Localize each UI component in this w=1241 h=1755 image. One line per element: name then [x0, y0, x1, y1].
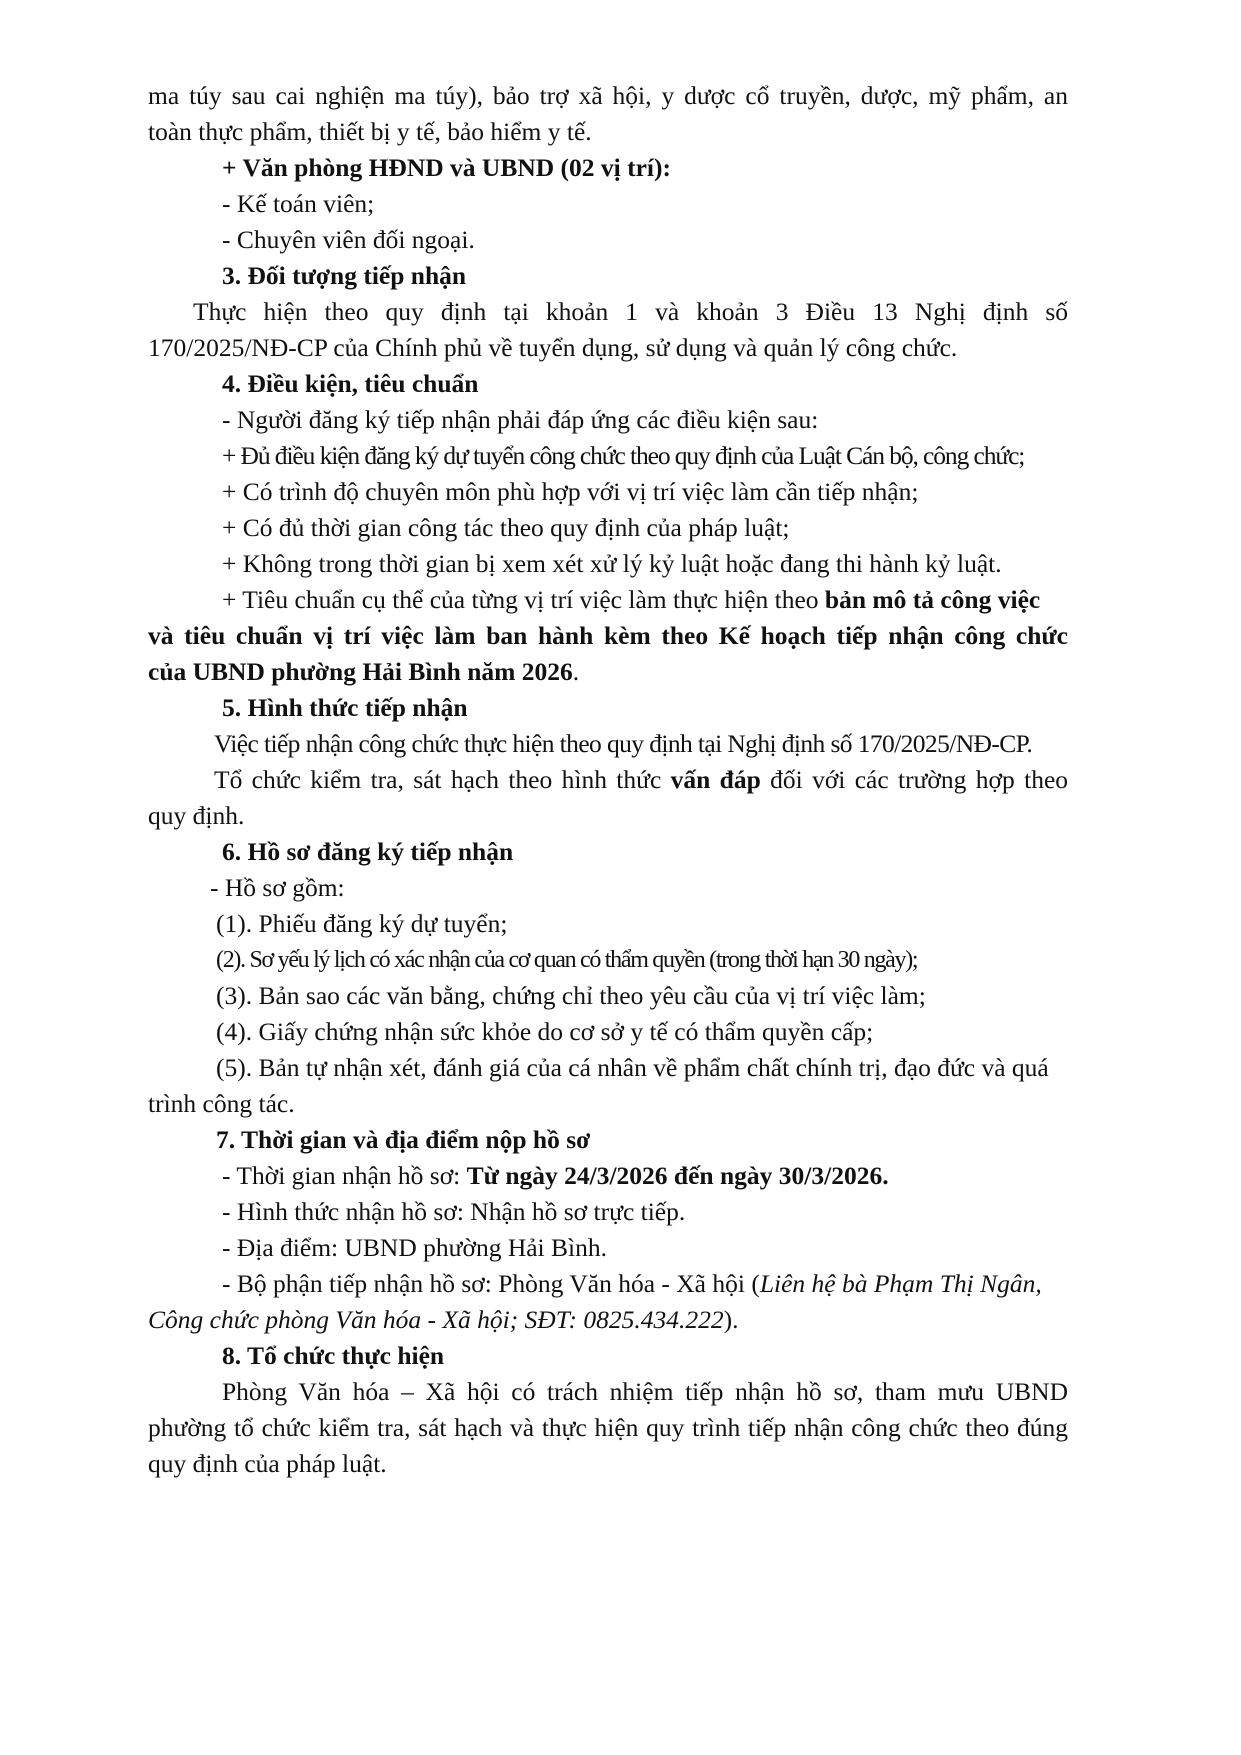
section-5-suffix: đối với các trường hợp theo [760, 765, 1069, 794]
section-5-prefix: Tổ chức kiểm tra, sát hạch theo hình thức [214, 765, 671, 794]
section-8-text: quy định của pháp luật. [148, 1449, 387, 1478]
section-3-heading: 3. Đối tượng tiếp nhận [222, 261, 467, 290]
document-item: (2). Sơ yếu lý lịch có xác nhận của cơ quan có thẩm quyền (trong thời hạn 30 ngày); [216, 947, 918, 973]
intro-line: toàn thực phẩm, thiết bị y tế, bảo hiểm y tế. [148, 117, 592, 146]
section-4-intro: - Người đăng ký tiếp nhận phải đáp ứng các điều kiện sau: [222, 405, 819, 434]
department-prefix: - Bộ phận tiếp nhận hồ sơ: Phòng Văn hóa - Xã hội ( [222, 1269, 760, 1298]
method-line: - Hình thức nhận hồ sơ: Nhận hồ sơ trực tiếp. [222, 1197, 686, 1226]
standard-bold: của UBND phường Hải Bình năm 2026 [148, 657, 573, 686]
section-3-text: Thực hiện theo quy định tại khoản 1 và khoản 3 Điều 13 Nghị định số [193, 297, 1068, 326]
section-7-heading: 7. Thời gian và địa điểm nộp hồ sơ [216, 1125, 591, 1154]
section-5-heading: 5. Hình thức tiếp nhận [222, 693, 468, 722]
section-8-text: phường tổ chức kiểm tra, sát hạch và thực hiện quy trình tiếp nhận công chức theo đúng [148, 1413, 1068, 1442]
condition-item: + Có đủ thời gian công tác theo quy định của pháp luật; [222, 513, 790, 542]
standard-end-line [148, 654, 1068, 690]
standard-bold-line: và tiêu chuẩn vị trí việc làm ban hành kèm theo Kế hoạch tiếp nhận công chức [148, 621, 1068, 650]
location-line: - Địa điểm: UBND phường Hải Bình. [222, 1233, 607, 1262]
condition-item: + Có trình độ chuyên môn phù hợp với vị trí việc làm cần tiếp nhận; [222, 477, 919, 506]
office-item: - Kế toán viên; [222, 189, 375, 218]
department-suffix: ). [723, 1305, 739, 1334]
section-4-heading: 4. Điều kiện, tiêu chuẩn [222, 369, 479, 398]
document-item-cont: trình công tác. [148, 1089, 295, 1118]
section-5-text: Việc tiếp nhận công chức thực hiện theo quy định tại Nghị định số 170/2025/NĐ-CP. [214, 729, 1033, 758]
standard-suffix: . [572, 657, 580, 686]
section-8-heading: 8. Tổ chức thực hiện [222, 1341, 445, 1370]
document-item: (3). Bản sao các văn bằng, chứng chỉ theo yêu cầu của vị trí việc làm; [216, 981, 926, 1010]
condition-item: + Không trong thời gian bị xem xét xử lý kỷ luật hoặc đang thi hành kỷ luật. [222, 549, 1002, 578]
section-5-text [214, 762, 1068, 798]
standard-bold: bản mô tả công việc [824, 585, 1041, 614]
office-heading: + Văn phòng HĐND và UBND (02 vị trí): [222, 153, 672, 182]
section-6-intro: - Hồ sơ gồm: [210, 873, 345, 902]
section-3-text: 170/2025/NĐ-CP của Chính phủ về tuyển dụng, sử dụng và quản lý công chức. [148, 333, 958, 362]
department-line [222, 1266, 1068, 1302]
document-item: (4). Giấy chứng nhận sức khỏe do cơ sở y tế có thẩm quyền cấp; [216, 1017, 874, 1046]
section-8-text: Phòng Văn hóa – Xã hội có trách nhiệm tiếp nhận hồ sơ, tham mưu UBND [222, 1377, 1068, 1406]
section-5-text: quy định. [148, 801, 245, 830]
section-6-heading: 6. Hồ sơ đăng ký tiếp nhận [222, 837, 514, 866]
document-item: (5). Bản tự nhận xét, đánh giá của cá nhân về phẩm chất chính trị, đạo đức và quá [216, 1053, 1049, 1082]
time-prefix: - Thời gian nhận hồ sơ: [222, 1161, 467, 1190]
document-item: (1). Phiếu đăng ký dự tuyển; [216, 909, 508, 938]
standard-line [222, 582, 1068, 618]
condition-item: + Đủ điều kiện đăng ký dự tuyển công chức theo quy định của Luật Cán bộ, công chức; [222, 441, 1025, 470]
time-value: Từ ngày 24/3/2026 đến ngày 30/3/2026. [466, 1161, 889, 1190]
department-line-cont [148, 1302, 1068, 1338]
section-5-bold: vấn đáp [670, 765, 761, 794]
office-item: - Chuyên viên đối ngoại. [222, 225, 475, 254]
standard-prefix: + Tiêu chuẩn cụ thể của từng vị trí việc làm thực hiện theo [222, 585, 825, 614]
time-line [222, 1158, 1068, 1194]
contact-italic: Liên hệ bà Phạm Thị Ngân, [759, 1269, 1042, 1298]
intro-line: ma túy sau cai nghiện ma túy), bảo trợ xã hội, y dược cổ truyền, dược, mỹ phẩm, an [148, 81, 1068, 110]
contact-italic: Công chức phòng Văn hóa - Xã hội; SĐT: 0825.434.222 [148, 1305, 724, 1334]
